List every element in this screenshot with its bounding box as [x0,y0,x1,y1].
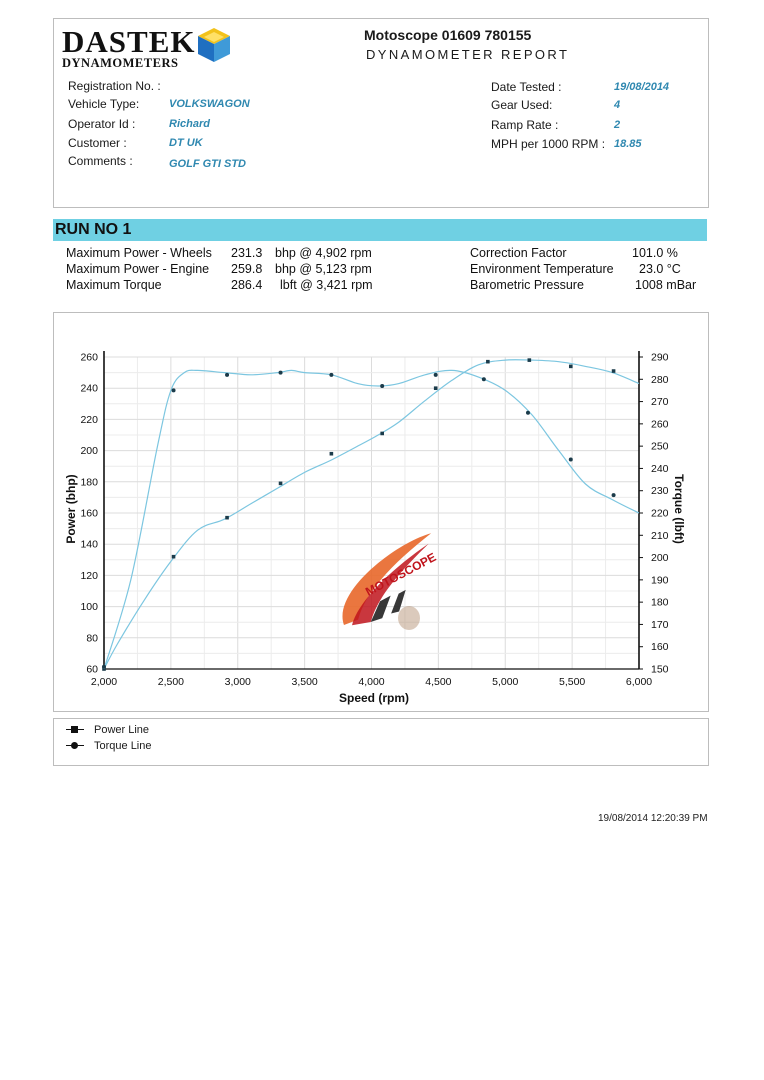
torque-line-marker [526,411,530,415]
power-line-marker [528,358,532,362]
dyno-chart-svg [54,313,708,711]
comments-label: Comments : [68,154,133,168]
paper-stain [398,606,420,630]
torque-line-marker [102,665,106,669]
power-line-marker [225,516,229,520]
torque-value: 286.4 [231,278,263,292]
power-line-marker [434,386,438,390]
torque-line-marker [569,458,573,462]
x-tick-label: 2,500 [157,676,185,688]
circle-marker-icon [66,742,84,750]
y2-tick-label: 210 [651,529,669,542]
y-tick-label: 140 [80,538,98,551]
correction-factor-label: Correction Factor [470,246,567,260]
y-tick-label: 60 [86,663,98,676]
company-title: Motoscope 01609 780155 [364,27,532,43]
legend-torque-label: Torque Line [94,740,152,752]
y2-tick-label: 190 [651,574,669,587]
vehicle-type-label: Vehicle Type: [68,97,140,111]
y2-tick-label: 240 [651,462,669,475]
date-tested-label: Date Tested : [491,80,562,94]
report-title: DYNAMOMETER REPORT [366,47,570,62]
y-tick-label: 200 [80,445,98,458]
registration-label: Registration No. : [68,79,161,93]
chart-grid [104,357,639,669]
power-line-marker [612,369,616,373]
torque-unit: lbft @ 3,421 rpm [280,278,373,292]
chart-legend [53,718,709,766]
x-tick-label: 5,000 [492,676,519,688]
y-tick-label: 220 [80,413,98,426]
torque-line-marker [482,377,486,381]
customer-label: Customer : [68,136,127,150]
x-tick-label: 6,000 [625,676,653,688]
y2-tick-label: 250 [651,440,669,453]
power-engine-unit: bhp @ 5,123 rpm [275,262,372,276]
comments-value: GOLF GTI STD [169,158,246,170]
gear-used-label: Gear Used: [491,98,553,112]
y2-axis-label: Torque (lbft) [672,474,686,544]
x-tick-label: 2,000 [90,676,118,688]
x-tick-label: 3,000 [224,676,251,688]
y-tick-label: 100 [80,601,98,614]
torque-line-marker [172,388,176,392]
x-tick-label: 4,500 [425,676,452,688]
y2-tick-label: 180 [651,596,669,609]
env-temp-label: Environment Temperature [470,262,614,276]
power-line-marker [380,432,384,436]
power-line-marker [569,365,573,369]
x-tick-label: 5,500 [558,676,586,688]
watermark-text: MOTOSCOPE [363,549,439,599]
power-wheels-unit: bhp @ 4,902 rpm [275,246,372,260]
y2-tick-label: 200 [651,552,669,565]
power-wheels-value: 231.3 [231,246,263,260]
cube-logo-icon [197,27,231,63]
ramp-rate-value: 2 [614,119,621,131]
baro-pressure-label: Barometric Pressure [470,278,584,292]
y-tick-label: 180 [80,476,98,489]
y2-tick-label: 260 [651,418,669,431]
y2-tick-label: 230 [651,485,669,498]
square-marker-icon [66,726,84,734]
y2-tick-label: 270 [651,396,669,409]
legend-item-torque [66,740,152,752]
legend-item-power [66,724,149,736]
y2-tick-label: 280 [651,373,669,386]
power-line-marker [172,555,176,559]
x-tick-label: 3,500 [291,676,318,688]
gear-used-value: 4 [614,99,621,111]
report-timestamp: 19/08/2014 12:20:39 PM [598,813,708,824]
power-wheels-label: Maximum Power - Wheels [66,246,212,260]
chart-series [102,358,639,670]
torque-line-marker [329,373,333,377]
torque-line-marker [279,371,283,375]
correction-factor-value: 101.0 % [632,246,678,260]
ramp-rate-label: Ramp Rate : [491,118,559,132]
motoscope-watermark [324,531,456,637]
torque-label: Maximum Torque [66,278,162,292]
y2-tick-label: 170 [651,618,669,631]
torque-line-marker [380,384,384,388]
date-tested-value: 19/08/2014 [614,81,670,93]
power-line-marker [486,360,490,364]
dyno-chart [53,312,709,712]
y2-tick-label: 290 [651,351,669,364]
customer-value: DT UK [169,137,203,149]
operator-label: Operator Id : [68,117,136,131]
y-tick-label: 160 [80,507,98,520]
logo-sub-text: DYNAMOMETERS [62,56,179,70]
x-axis-label: Speed (rpm) [338,691,410,705]
report-header [53,18,709,208]
legend-power-label: Power Line [94,724,150,736]
torque-line-marker [434,373,438,377]
y2-tick-label: 150 [651,663,669,676]
x-tick-label: 4,000 [358,676,385,688]
run-title: RUN NO 1 [55,221,132,238]
mph-value: 18.85 [614,138,642,150]
vehicle-type-value: VOLKSWAGON [169,98,250,110]
y-tick-label: 260 [80,351,98,364]
dastek-logo [62,24,196,70]
run-title-bar [53,219,707,241]
y-tick-label: 80 [86,632,98,645]
y-tick-label: 120 [80,569,98,582]
y-tick-label: 240 [80,382,98,395]
logo-main-text: DASTEK [62,24,196,59]
operator-value: Richard [169,118,210,130]
power-engine-value: 259.8 [231,262,263,276]
torque-line-marker [225,373,229,377]
y2-tick-label: 220 [651,507,669,520]
power-line-marker [330,452,334,456]
mph-label: MPH per 1000 RPM : [491,137,606,151]
torque-line-marker [612,493,616,497]
power-line-marker [279,482,283,486]
env-temp-value: 23.0 °C [639,262,681,276]
y-axis-label: Power (bhp) [64,474,78,544]
baro-pressure-value: 1008 mBar [635,278,697,292]
y2-tick-label: 160 [651,641,669,654]
power-engine-label: Maximum Power - Engine [66,262,210,276]
